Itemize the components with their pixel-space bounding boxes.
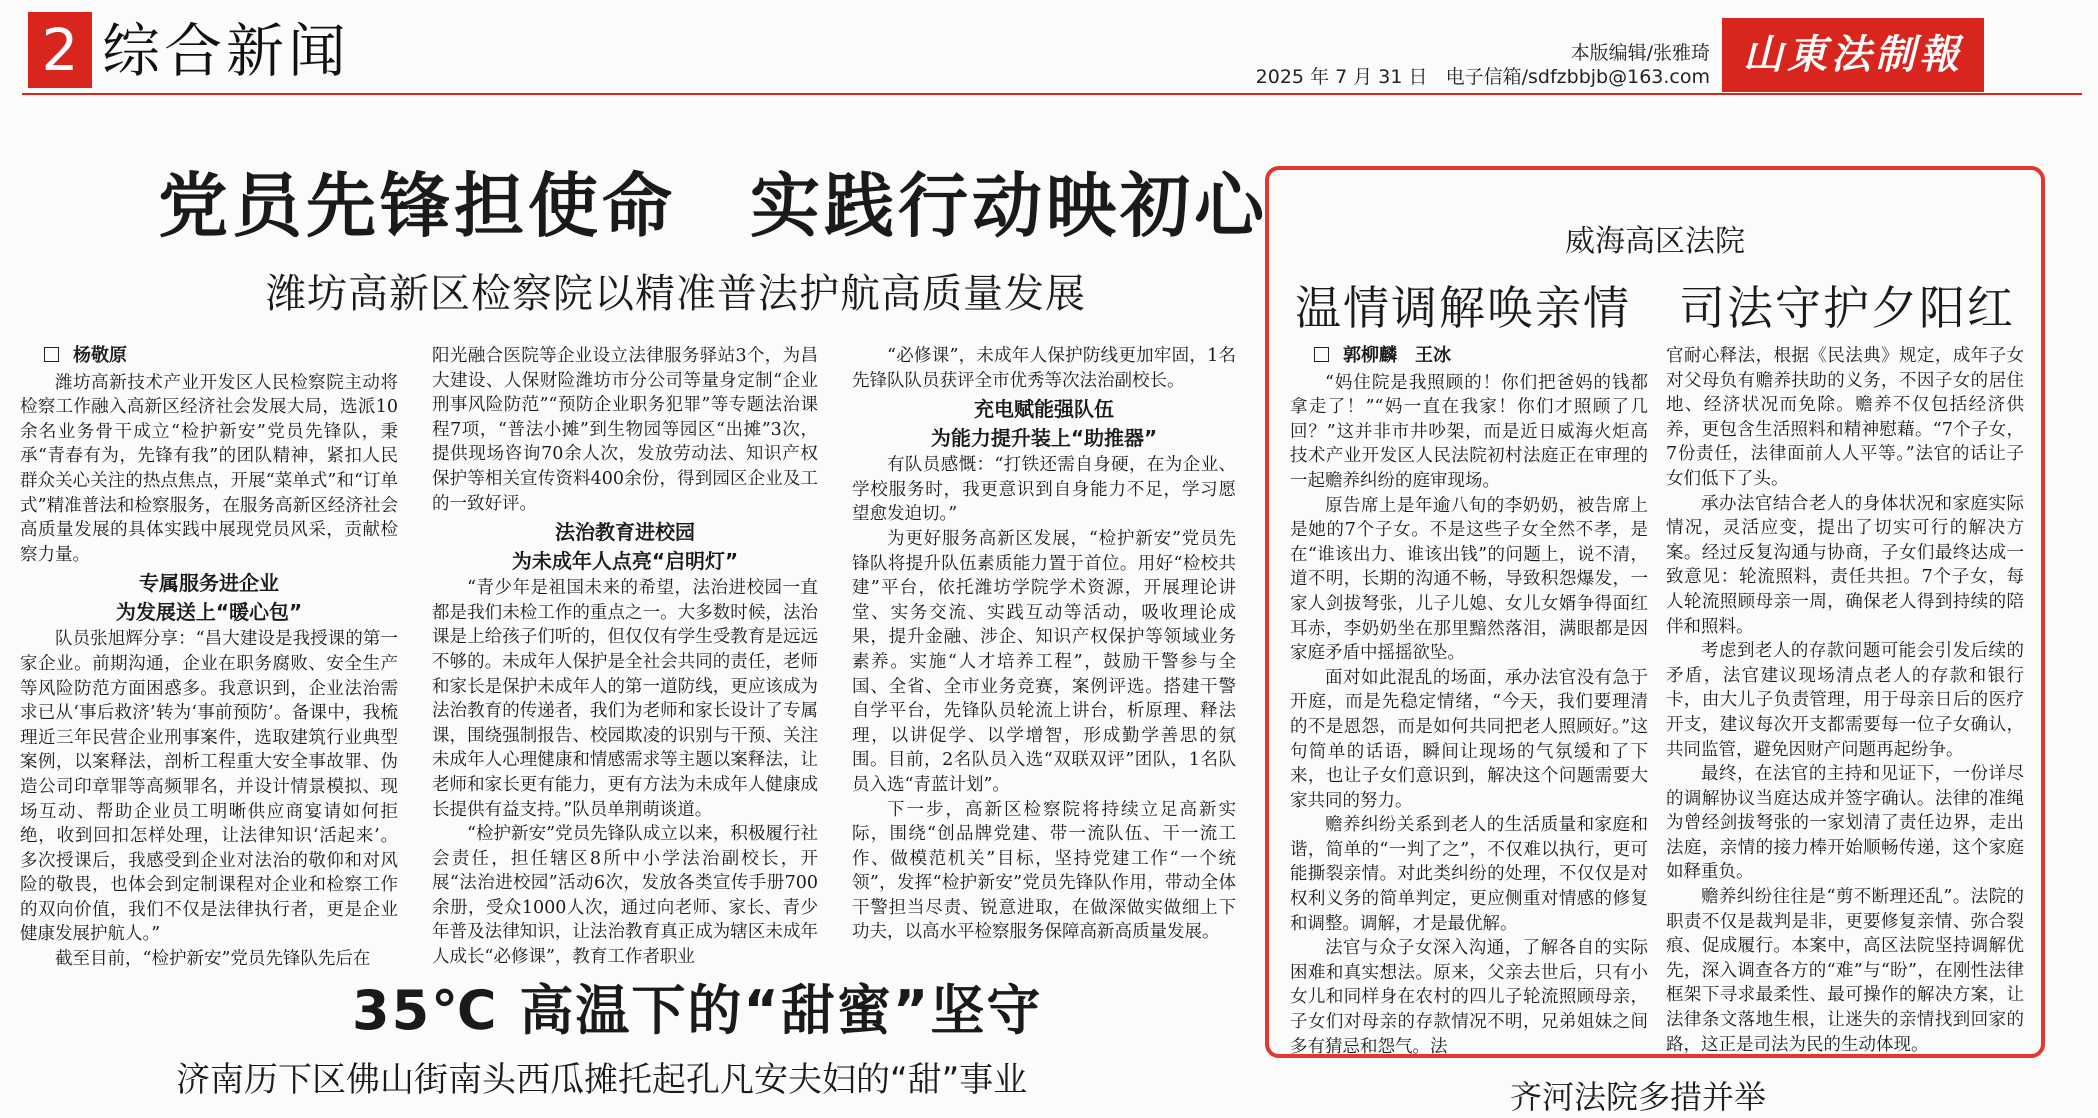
- article2-author: 郭柳麟 王冰: [1314, 344, 1648, 369]
- newspaper-logo: 山東法制報: [1722, 18, 1984, 92]
- article1-subheadline: 潍坊高新区检察院以精准普法护航高质量发展: [266, 271, 1086, 317]
- paragraph: 考虑到老人的存款问题可能会引发后续的矛盾，法官建议现场清点老人的存款和银行卡，由大儿子负责管理，用于母亲日后的医疗开支，建议每次开支都需要每一位子女确认，共同监管，避免因财产问题再起纷争。: [1666, 641, 2024, 760]
- paragraph: “妈住院是我照顾的！你们把爸妈的钱都拿走了！”“妈一直在我家！你们才照顾了几回？”这并非市井吵架，而是近日威海火炬高技术产业开发区人民法院初村法庭正在审理的一起赡养纠纷的庭审现场。: [1290, 372, 1648, 491]
- article2-column-2: [1666, 344, 2024, 1055]
- paragraph: 潍坊高新技术产业开发区人民检察院主动将检察工作融入高新区经济社会发展大局，选派10余名业务骨干成立“检护新安”党员先锋队，秉承“青春有为，先锋有我”的团队精神，紧扣人民群众关心关注的热点焦点，开展“菜单式”和“订单式”精准普法和检察服务，在服务高新区经济社会高质量发展的具体实践中展现党员风采，贡献检察力量。: [20, 372, 398, 565]
- paragraph: 赡养纠纷关系到老人的生活质量和家庭和谐，简单的“一判了之”，不仅难以执行，更可能撕裂亲情。对此类纠纷的处理，不仅仅是对权利义务的简单判定，更应侧重对情感的修复和调整。调解，才是最优解。: [1290, 815, 1648, 934]
- subhead-line: 法治教育进校园: [555, 520, 695, 545]
- issue-date: 2025 年 7 月 31 日: [1255, 66, 1428, 88]
- article1-column-1: [20, 344, 398, 970]
- paragraph: 为更好服务高新区发展，“检护新安”党员先锋队将提升队伍素质能力置于首位。用好“检校共建”平台，依托潍坊学院学术资源，开展理论讲堂、实务交流、实践互动等活动，吸收理论成果，提升金融、涉企、知识产权保护等领域业务素养。实施“人才培养工程”，鼓励干警参与全国、全省、全市业务竞赛，案例评选。搭建干警自学平台，先锋队员轮流上讲台，析原理、释法理，以讲促学、以学增智，形成勤学善思的氛围。目前，2名队员入选“双联双评”团队，1名队员入选“青蓝计划”。: [852, 528, 1236, 795]
- article1-column-3: [852, 344, 1236, 943]
- paragraph: 赡养纠纷往往是“剪不断理还乱”。法院的职责不仅是裁判是非，更要修复亲情、弥合裂痕、促成履行。本案中，高区法院坚持调解优先，深入调查各方的“难”与“盼”，在刚性法律框架下寻求最柔性、最可操作的解决方案，让法律条文落地生根，让迷失的亲情找到回家的路，这正是司法为民的生动体现。: [1666, 887, 2024, 1055]
- article2-column-1: [1290, 344, 1648, 1057]
- paragraph: 承办法官结合老人的身体状况和家庭实际情况，灵活应变，提出了切实可行的解决方案。经过反复沟通与协商，子女们最终达成一致意见：轮流照料，责任共担。7个子女，每人轮流照顾母亲一周，确保老人得到持续的陪伴和照料。: [1666, 493, 2024, 637]
- paragraph: 面对如此混乱的场面，承办法官没有急于开庭，而是先稳定情绪，“今天，我们要理清的不是恩怨，而是如何共同把老人照顾好。”这句简单的话语，瞬间让现场的气氛缓和了下来，也让子女们意识到，解决这个问题需要大家共同的努力。: [1290, 667, 1648, 811]
- article2-kicker: 威海高区法院: [1565, 224, 1745, 259]
- paragraph: 法官与众子女深入沟通，了解各自的实际困难和真实想法。原来，父亲去世后，只有小女儿和同样身在农村的四儿子轮流照顾母亲，子女们对母亲的存款情况不明，兄弟姐妹之间多有猜忌和怨气。法: [1290, 938, 1648, 1057]
- article4-headline-peek: 齐河法院多措并举: [1510, 1078, 1767, 1116]
- date-email-line: [1256, 62, 1710, 89]
- article3-headline: 35℃ 高温下的“甜蜜”坚守: [352, 979, 1043, 1042]
- article3-subheadline: 济南历下区佛山街南头西瓜摊托起孔凡安夫妇的“甜”事业: [176, 1060, 1028, 1100]
- paragraph: 原告席上是年逾八旬的李奶奶，被告席上是她的7个子女。不是这些子女全然不孝，是在“谁该出力、谁该出钱”的问题上，说不清，道不明，长期的沟通不畅，导致积怨爆发，一家人剑拔弩张，儿子儿媳、女儿女婿争得面红耳赤，李奶奶坐在那里黯然落泪，满眼都是因家庭矛盾中摇摇欲坠。: [1290, 495, 1648, 664]
- paragraph: 阳光融合医院等企业设立法律服务驿站3个，为昌大建设、人保财险潍坊市分公司等量身定制“企业刑事风险防范”“预防企业职务犯罪”等专题法治课程7项，“普法小摊”到生物园等园区“出摊”3次，提供现场咨询70余人次，发放劳动法、知识产权保护等相关宣传资料400余份，得到园区企业及工的一致好评。: [432, 346, 818, 514]
- paragraph: 有队员感慨：“打铁还需自身硬，在为企业、学校服务时，我更意识到自身能力不足，学习愿望愈发迫切。”: [852, 455, 1236, 525]
- paragraph: 下一步，高新区检察院将持续立足高新实际，围绕“创品牌党建、带一流队伍、干一流工作、做模范机关”目标，坚持党建工作“一个统领”，发挥“检护新安”党员先锋队作用，带动全体干警担当尽责、锐意进取，在做深做实做细上下功夫，以高水平检察服务保障高新高质量发展。: [852, 799, 1236, 943]
- paragraph: 官耐心释法，根据《民法典》规定，成年子女对父母负有赡养扶助的义务，不因子女的居住地、经济状况而免除。赡养不仅包括经济供养，更包含生活照料和精神慰藉。“7个子女，7份责任，法律面前人人平等。”法官的话让子女们低下了头。: [1666, 346, 2024, 489]
- page-number: 2: [28, 12, 92, 88]
- paragraph: 最终，在法官的主持和见证下，一份详尽的调解协议当庭达成并签字确认。法律的准绳为曾经剑拔弩张的一家划清了责任边界，走出法庭，亲情的接力棒开始顺畅传递，这个家庭如释重负。: [1666, 764, 2024, 883]
- paragraph: 队员张旭辉分享：“昌大建设是我授课的第一家企业。前期沟通，企业在职务腐败、安全生产等风险防范方面困惑多。我意识到，企业法治需求已从‘事后救济’转为‘事前预防’。备课中，我梳理近三年民营企业刑事案件，选取建筑行业典型案例，以案释法，剖析工程重大安全事故罪、伪造公司印章罪等高频罪名，并设计情景模拟、现场互动、帮助企业员工明晰供应商宴请如何拒绝，收到回扣怎样处理，让法律知识‘活起来’。多次授课后，我感受到企业对法治的敬仰和对风险的敬畏，也体会到定制课程对企业和检察工作的双向价值，我们不仅是法律执行者，更是企业健康发展护航人。”: [20, 629, 398, 945]
- subhead-line: 充电赋能强队伍: [974, 397, 1114, 422]
- paragraph: 截至目前，“检护新安”党员先锋队先后在: [55, 949, 371, 970]
- paragraph: “检护新安”党员先锋队成立以来，积极履行社会责任，担任辖区8所中小学法治副校长，开展“法治进校园”活动6次，发放各类宣传手册700余册，受众1000人次，通过向老师、家长、青少年普及法律知识，让法治教育真正成为辖区未成年人成长“必修课”，教育工作者职业: [432, 824, 818, 968]
- masthead-rule: [22, 93, 2082, 95]
- subhead-line: 专属服务进企业: [139, 571, 279, 596]
- editor-credit: 本版编辑/张雅琦: [1570, 42, 1710, 64]
- article2-headline: 温情调解唤亲情 司法守护夕阳红: [1295, 281, 2015, 335]
- article1-author: 杨敬原: [44, 344, 398, 369]
- section-title: 综合新闻: [102, 17, 351, 85]
- paragraph: “青少年是祖国未来的希望，法治进校园一直都是我们未检工作的重点之一。大多数时候，法治课是上给孩子们听的，但仅仅有学生受教育是远远不够的。未成年人保护是全社会共同的责任，老师和家长是保护未成年人的第一道防线，更应该成为法治教育的传递者，我们为老师和家长设计了专属课，围绕强制报告、校园欺凌的识别与干预、关注未成年人心理健康和情感需求等主题以案释法，让老师和家长更有能力，更有方法为未成年人健康成长提供有益支持。”队员单荆萌谈道。: [432, 578, 818, 820]
- contact-email: 电子信箱/sdfzbbjb@163.com: [1445, 66, 1710, 88]
- article1-headline: 党员先锋担使命 实践行动映初心: [158, 165, 1268, 247]
- paragraph: “必修课”，未成年人保护防线更加牢固，1名先锋队队员获评全市优秀等次法治副校长。: [852, 346, 1236, 391]
- article1-column-2: [432, 344, 818, 968]
- subhead-line: 为发展送上“暖心包”: [115, 600, 303, 625]
- subhead-line: 为能力提升装上“助推器”: [930, 426, 1158, 451]
- subhead-line: 为未成年人点亮“启明灯”: [511, 549, 739, 574]
